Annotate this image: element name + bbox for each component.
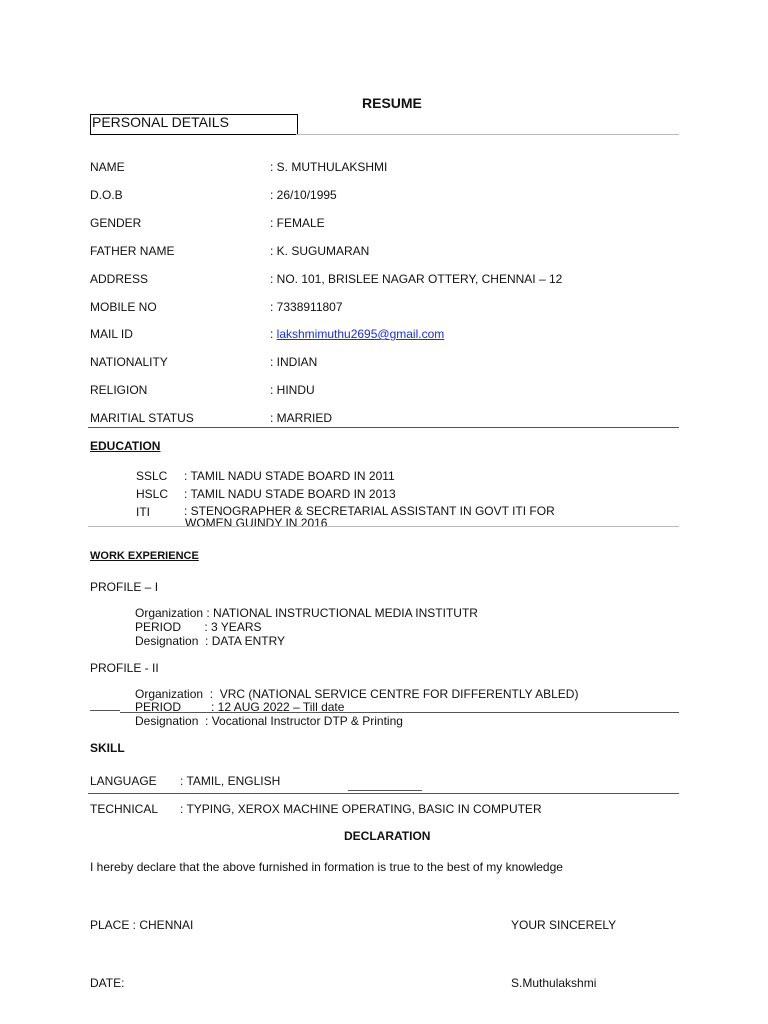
religion-value: : HINDU	[270, 383, 315, 397]
profile-1-designation: Designation : DATA ENTRY	[135, 634, 286, 648]
iti-value: : STENOGRAPHER & SECRETARIAL ASSISTANT IN GOVT ITI FOR	[184, 504, 555, 518]
hslc-label: HSLC	[136, 487, 169, 501]
divider	[88, 793, 679, 794]
profile-1-period: PERIOD : 3 YEARS	[135, 620, 262, 634]
work-experience-heading: WORK EXPERIENCE	[90, 550, 199, 562]
marital-status-label: MARITIAL STATUS	[90, 411, 194, 425]
language-value: : TAMIL, ENGLISH	[180, 774, 281, 788]
divider	[88, 427, 679, 428]
address-label: ADDRESS	[90, 272, 149, 286]
name-label: NAME	[90, 160, 125, 174]
language-label: LANGUAGE	[90, 774, 157, 788]
mail-prefix: :	[270, 327, 277, 341]
dob-label: D.O.B	[90, 188, 123, 202]
hslc-value: : TAMIL NADU STADE BOARD IN 2013	[184, 487, 396, 501]
short-underline	[90, 710, 120, 711]
personal-details-heading-box	[90, 114, 298, 135]
sincerely-text: YOUR SINCERELY	[511, 918, 617, 932]
gender-label: GENDER	[90, 216, 142, 230]
mail-label: MAIL ID	[90, 327, 133, 341]
mobile-label: MOBILE NO	[90, 300, 157, 314]
technical-label: TECHNICAL	[90, 802, 159, 816]
sslc-label: SSLC	[136, 469, 168, 483]
sslc-value: : TAMIL NADU STADE BOARD IN 2011	[184, 469, 395, 483]
mobile-value: : 7338911807	[270, 300, 343, 314]
date-text: DATE:	[90, 976, 125, 990]
iti-label: ITI	[136, 505, 150, 519]
mail-value	[270, 327, 444, 341]
skill-heading: SKILL	[90, 741, 125, 755]
email-link[interactable]: lakshmimuthu2695@gmail.com	[276, 327, 445, 341]
education-heading: EDUCATION	[90, 439, 161, 453]
declaration-heading: DECLARATION	[344, 829, 431, 843]
profile-2-title: PROFILE - II	[90, 661, 159, 675]
short-underline	[348, 790, 422, 791]
gender-value: : FEMALE	[270, 216, 325, 230]
religion-label: RELIGION	[90, 383, 148, 397]
place-text: PLACE : CHENNAI	[90, 918, 194, 932]
signature-name: S.Muthulakshmi	[511, 976, 597, 990]
resume-title: RESUME	[362, 95, 422, 111]
nationality-value: : INDIAN	[270, 355, 318, 369]
nationality-label: NATIONALITY	[90, 355, 168, 369]
father-name-value: : K. SUGUMARAN	[270, 244, 370, 258]
divider	[296, 134, 679, 135]
father-name-label: FATHER NAME	[90, 244, 175, 258]
profile-2-period: PERIOD : 12 AUG 2022 – Till date	[135, 700, 345, 714]
address-value: : NO. 101, BRISLEE NAGAR OTTERY, CHENNAI – 12	[270, 272, 563, 286]
marital-status-value: : MARRIED	[270, 411, 333, 425]
divider	[120, 712, 679, 713]
dob-value: : 26/10/1995	[270, 188, 337, 202]
declaration-text: I hereby declare that the above furnished in formation is true to the best of my knowledge	[90, 860, 563, 874]
divider	[88, 526, 679, 527]
name-value: : S. MUTHULAKSHMI	[270, 160, 388, 174]
profile-1-title: PROFILE – I	[90, 580, 159, 594]
technical-value: : TYPING, XEROX MACHINE OPERATING, BASIC IN COMPUTER	[180, 802, 542, 816]
profile-1-organization: Organization : NATIONAL INSTRUCTIONAL MEDIA INSTITUTR	[135, 606, 478, 620]
iti-value-line2: WOMEN GUINDY IN 2016	[185, 516, 328, 530]
personal-details-heading: PERSONAL DETAILS	[92, 114, 229, 130]
profile-2-designation: Designation : Vocational Instructor DTP & Printing	[135, 714, 403, 728]
profile-2-organization: Organization : VRC (NATIONAL SERVICE CENTRE FOR DIFFERENTLY ABLED)	[135, 687, 579, 701]
